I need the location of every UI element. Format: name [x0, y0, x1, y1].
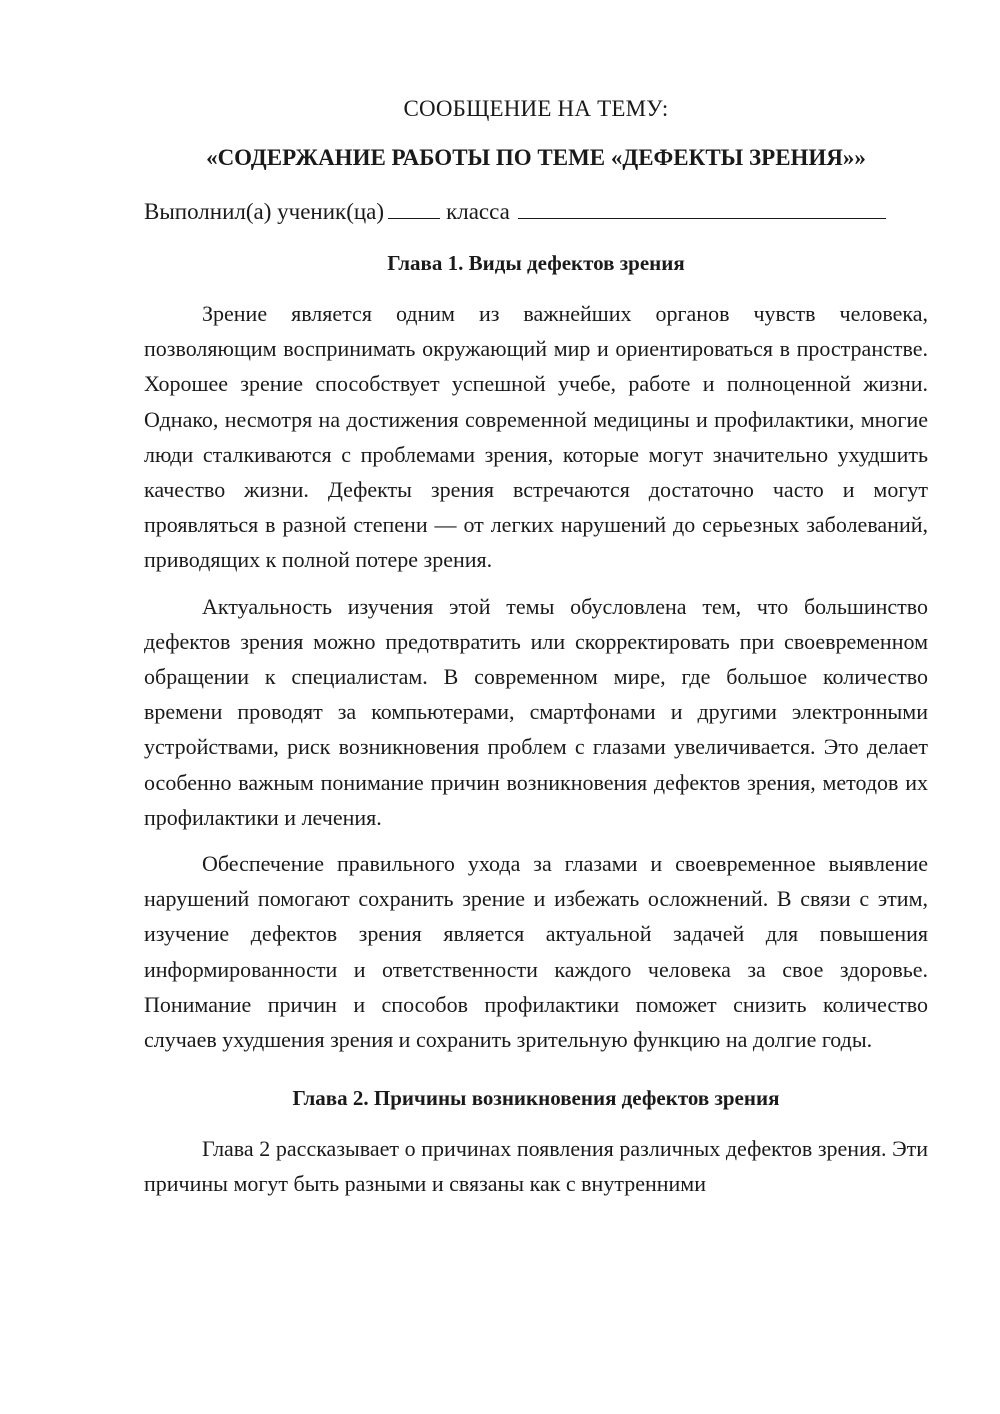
- author-prefix: Выполнил(а) ученик(ца): [144, 199, 385, 224]
- chapter-2-heading: Глава 2. Причины возникновения дефектов зрения: [292, 1086, 780, 1111]
- chapter-1-paragraph-1: Зрение является одним из важнейших органов чувств человека, позволяющим воспринимать окружающий мир и ориентироваться в пространстве. Хорошее зрение способствует успешной учебе, работе и полноценной жизни. Однако, несмотря на достижения современной медицины и профилактики, многие люди сталкиваются с проблемами зрения, которые могут значительно ухудшить качество жизни. Дефекты зрения встречаются достаточно часто и могут проявляться в разной степени — от легких нарушений до серьезных заболеваний, приводящих к полной потере зрения.: [144, 301, 928, 573]
- author-name-blank: [518, 200, 886, 219]
- class-number-blank: [388, 200, 440, 219]
- document-title: «СОДЕРЖАНИЕ РАБОТЫ ПО ТЕМЕ «ДЕФЕКТЫ ЗРЕНИЯ»»: [206, 145, 866, 170]
- chapter-2-paragraph-1: Глава 2 рассказывает о причинах появления различных дефектов зрения. Эти причины могут быть разными и связаны как с внутренними: [144, 1136, 928, 1197]
- chapter-1-heading: Глава 1. Виды дефектов зрения: [387, 251, 685, 275]
- chapter-1-paragraph-3: Обеспечение правильного ухода за глазами и своевременное выявление нарушений помогают сохранить зрение и избежать осложнений. В связи с этим, изучение дефектов зрения является актуальной задачей для повышения информированности и ответственности каждого человека за свое здоровье. Понимание причин и способов профилактики поможет снизить количество случаев ухудшения зрения и сохранить зрительную функцию на долгие годы.: [144, 851, 928, 1053]
- author-class-label: класса: [446, 199, 510, 224]
- document-heading-line1: СООБЩЕНИЕ НА ТЕМУ:: [403, 96, 669, 121]
- chapter-1-paragraph-2: Актуальность изучения этой темы обусловлена тем, что большинство дефектов зрения можно предотвратить или скорректировать при своевременном обращении к специалистам. В современном мире, где большое количество времени проводят за компьютерами, смартфонами и другими электронными устройствами, риск возникновения проблем с глазами увеличивается. Это делает особенно важным понимание причин возникновения дефектов зрения, методов их профилактики и лечения.: [144, 593, 928, 830]
- document-page: [144, 92, 928, 1202]
- author-line: [144, 195, 928, 228]
